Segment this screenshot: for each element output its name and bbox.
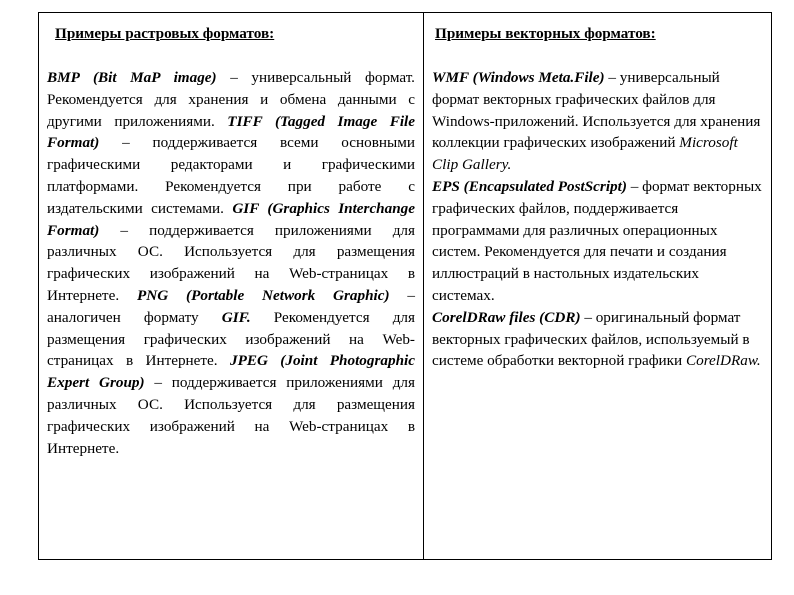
format-reference: CorelDRaw. (685, 352, 761, 370)
format-description: – универсальный формат векторных графических файлов для Windows-приложений. Используется для хранения коллекции графических изображений (432, 69, 761, 152)
vector-entry-eps (432, 178, 762, 304)
format-description: – аналогичен формату (47, 286, 416, 326)
format-description: – оригинальный формат векторных графических файлов, используемый в системе обработки векторной графики (432, 308, 750, 370)
vector-entry-cdr (432, 309, 761, 370)
format-name: PNG (Portable Network Graphic) (136, 286, 390, 304)
vector-formats-column (424, 13, 771, 559)
format-description: – поддерживается приложениями для различных ОС. Используется для размещения графических изображений на Web-страницах в Интернете. (47, 221, 415, 304)
vector-entry-wmf (432, 69, 760, 173)
format-description-cont: Рекомендуется для размещения графических изображений на Web-страницах в Интернете. (47, 308, 415, 370)
raster-text (47, 67, 415, 459)
format-name: TIFF (Tagged Image File Format) (47, 112, 416, 152)
raster-formats-column (39, 13, 424, 559)
vector-header: Примеры векторных форматов: (435, 25, 656, 42)
format-description: – поддерживается всеми основными графическими редакторами и графическими платформами. Рекомендуется при работе с издательскими системами. (47, 134, 415, 217)
format-name: CorelDRaw files (CDR) (432, 308, 581, 326)
format-description: – формат векторных графических файлов, поддерживается программами для различных операционных систем. Рекомендуется для печати и создания иллюстраций в настольных издательских системах. (432, 177, 762, 304)
format-description: – поддерживается приложениями для различных ОС. Используется для размещения графических изображений на Web-страницах в Интернете. (47, 374, 415, 457)
format-name: BMP (Bit MaP image) (47, 69, 217, 86)
format-reference: GIF. (221, 308, 251, 326)
raster-header: Примеры растровых форматов: (55, 25, 275, 42)
format-reference: Microsoft Clip Gallery. (432, 134, 738, 174)
format-name: JPEG (Joint Photographic Expert Group) (47, 352, 415, 392)
format-name: EPS (Encapsulated PostScript) (432, 177, 627, 195)
format-description: – универсальный формат. Рекомендуется для хранения и обмена данными с другими приложениями. (47, 69, 415, 130)
vector-text (432, 67, 763, 372)
format-name: GIF (Graphics Interchange Format) (47, 199, 416, 239)
format-name: WMF (Windows Meta.File) (432, 69, 605, 86)
formats-table (38, 12, 772, 560)
